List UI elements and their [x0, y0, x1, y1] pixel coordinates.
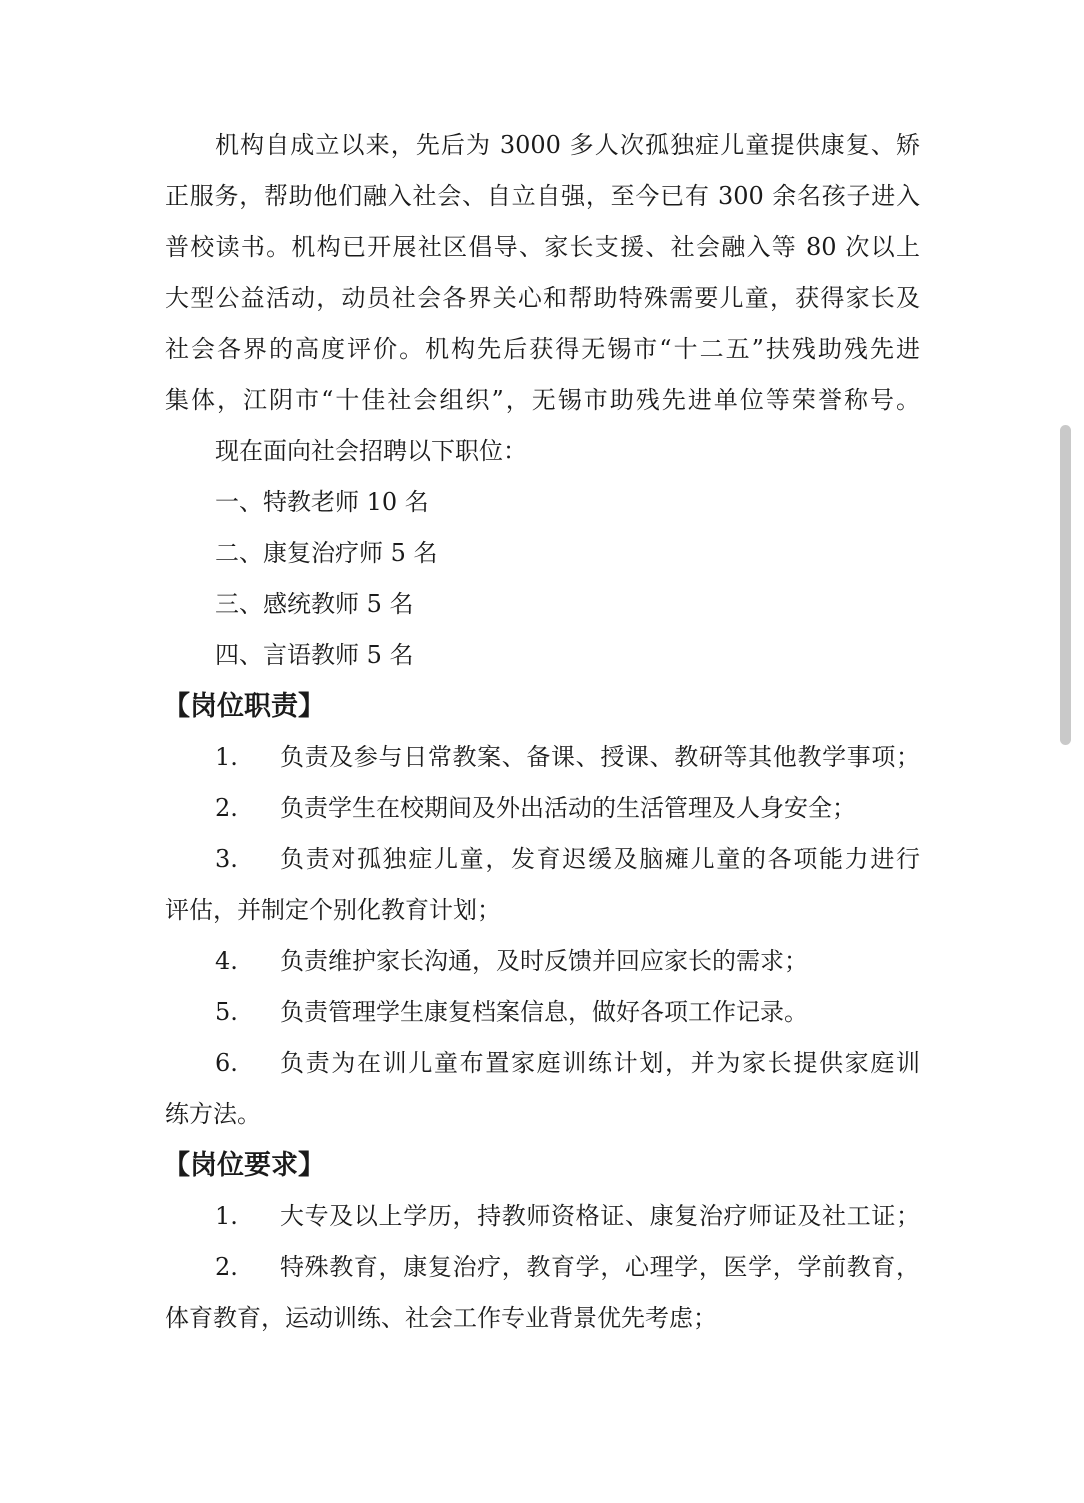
- duty-number: 5.: [215, 998, 238, 1026]
- intro-line: 社会各界的高度评价。机构先后获得无锡市“十二五”扶残助残先进: [165, 335, 920, 363]
- duties-heading: 【岗位职责】: [163, 691, 325, 722]
- requirements-heading: 【岗位要求】: [163, 1150, 325, 1181]
- intro-line: 大型公益活动，动员社会各界关心和帮助特殊需要儿童，获得家长及: [165, 284, 920, 312]
- intro-line: 集体，江阴市“十佳社会组织”，无锡市助残先进单位等荣誉称号。: [165, 386, 920, 414]
- position-item: 四、言语教师 5 名: [215, 641, 414, 669]
- requirement-text-continued: 体育教育，运动训练、社会工作专业背景优先考虑；: [165, 1304, 717, 1332]
- duty-text: 负责学生在校期间及外出活动的生活管理及人身安全；: [280, 794, 856, 822]
- requirement-number: 1.: [215, 1202, 238, 1230]
- position-item: 一、特教老师 10 名: [215, 488, 429, 516]
- duty-number: 1.: [215, 743, 238, 771]
- duty-number: 6.: [215, 1049, 238, 1077]
- duty-number: 4.: [215, 947, 238, 975]
- intro-line: 普校读书。机构已开展社区倡导、家长支援、社会融入等 80 次以上: [165, 233, 920, 261]
- duty-text: 负责管理学生康复档案信息，做好各项工作记录。: [280, 998, 808, 1026]
- requirement-number: 2.: [215, 1253, 238, 1281]
- recruit-intro: 现在面向社会招聘以下职位：: [215, 437, 527, 465]
- duty-text: 负责为在训儿童布置家庭训练计划，并为家长提供家庭训: [280, 1049, 920, 1077]
- requirement-text: 特殊教育，康复治疗，教育学，心理学，医学，学前教育，: [280, 1253, 920, 1281]
- duty-text: 负责维护家长沟通，及时反馈并回应家长的需求；: [280, 947, 808, 975]
- duty-number: 3.: [215, 845, 238, 873]
- position-item: 二、康复治疗师 5 名: [215, 539, 438, 567]
- intro-line: 机构自成立以来，先后为 3000 多人次孤独症儿童提供康复、矫: [215, 131, 920, 159]
- vertical-scrollbar-thumb[interactable]: [1060, 425, 1071, 745]
- duty-number: 2.: [215, 794, 238, 822]
- intro-line: 正服务，帮助他们融入社会、自立自强，至今已有 300 余名孩子进入: [165, 182, 920, 210]
- duty-text-continued: 评估，并制定个别化教育计划；: [165, 896, 501, 924]
- requirement-text: 大专及以上学历，持教师资格证、康复治疗师证及社工证；: [280, 1202, 920, 1230]
- duty-text: 负责及参与日常教案、备课、授课、教研等其他教学事项；: [280, 743, 920, 771]
- position-item: 三、感统教师 5 名: [215, 590, 414, 618]
- duty-text-continued: 练方法。: [165, 1100, 261, 1128]
- duty-text: 负责对孤独症儿童，发育迟缓及脑瘫儿童的各项能力进行: [280, 845, 920, 873]
